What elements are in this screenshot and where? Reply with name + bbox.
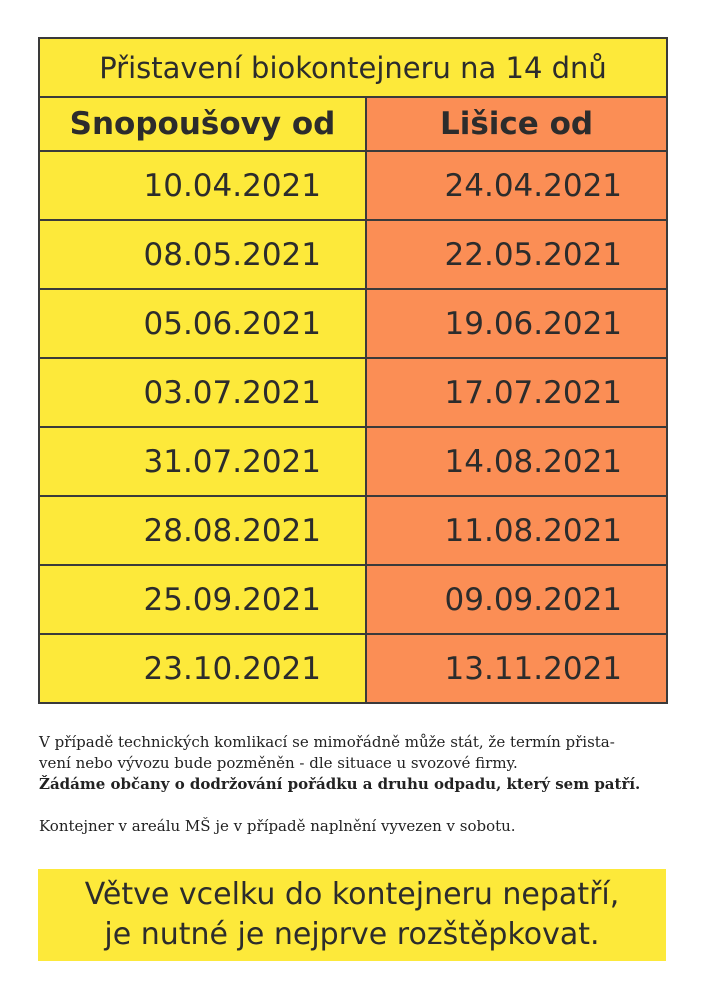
date-cell-snopousovy: 23.10.2021 (39, 634, 366, 703)
table-row (39, 220, 667, 289)
date-cell-snopousovy: 10.04.2021 (39, 151, 366, 220)
schedule-title: Přistavení biokontejneru na 14 dnů (39, 38, 667, 97)
date-cell-lisice: 22.05.2021 (366, 220, 667, 289)
notes-bold-request: Žádáme občany o dodržování pořádku a druhu odpadu, který sem patří. (39, 775, 641, 793)
table-row (39, 289, 667, 358)
date-cell-lisice: 13.11.2021 (366, 634, 667, 703)
table-row (39, 634, 667, 703)
date-cell-lisice: 09.09.2021 (366, 565, 667, 634)
header-row (39, 97, 667, 151)
date-cell-lisice: 11.08.2021 (366, 496, 667, 565)
warning-banner (38, 869, 666, 961)
table-row (39, 427, 667, 496)
table-row (39, 151, 667, 220)
table-row (39, 358, 667, 427)
table-row (39, 565, 667, 634)
date-cell-snopousovy: 31.07.2021 (39, 427, 366, 496)
date-cell-snopousovy: 08.05.2021 (39, 220, 366, 289)
column-header-lisice: Lišice od (366, 97, 667, 151)
notes-line-2: vení nebo vývozu bude pozměněn - dle situace u svozové firmy. (39, 754, 518, 772)
notes-section (39, 732, 669, 837)
table-row (39, 496, 667, 565)
date-cell-lisice: 19.06.2021 (366, 289, 667, 358)
banner-line-1: Větve vcelku do kontejneru nepatří, (84, 877, 620, 912)
date-cell-snopousovy: 05.06.2021 (39, 289, 366, 358)
notes-line-3: Kontejner v areálu MŠ je v případě naplnění vyvezen v sobotu. (39, 817, 516, 835)
date-cell-snopousovy: 25.09.2021 (39, 565, 366, 634)
date-cell-lisice: 14.08.2021 (366, 427, 667, 496)
schedule-table (38, 37, 668, 704)
date-cell-snopousovy: 28.08.2021 (39, 496, 366, 565)
column-header-snopousovy: Snopoušovy od (39, 97, 366, 151)
date-cell-snopousovy: 03.07.2021 (39, 358, 366, 427)
banner-line-2: je nutné je nejprve rozštěpkovat. (104, 917, 600, 952)
notes-line-1: V případě technických komlikací se mimořádně může stát, že termín přista- (39, 733, 615, 751)
date-cell-lisice: 24.04.2021 (366, 151, 667, 220)
date-cell-lisice: 17.07.2021 (366, 358, 667, 427)
